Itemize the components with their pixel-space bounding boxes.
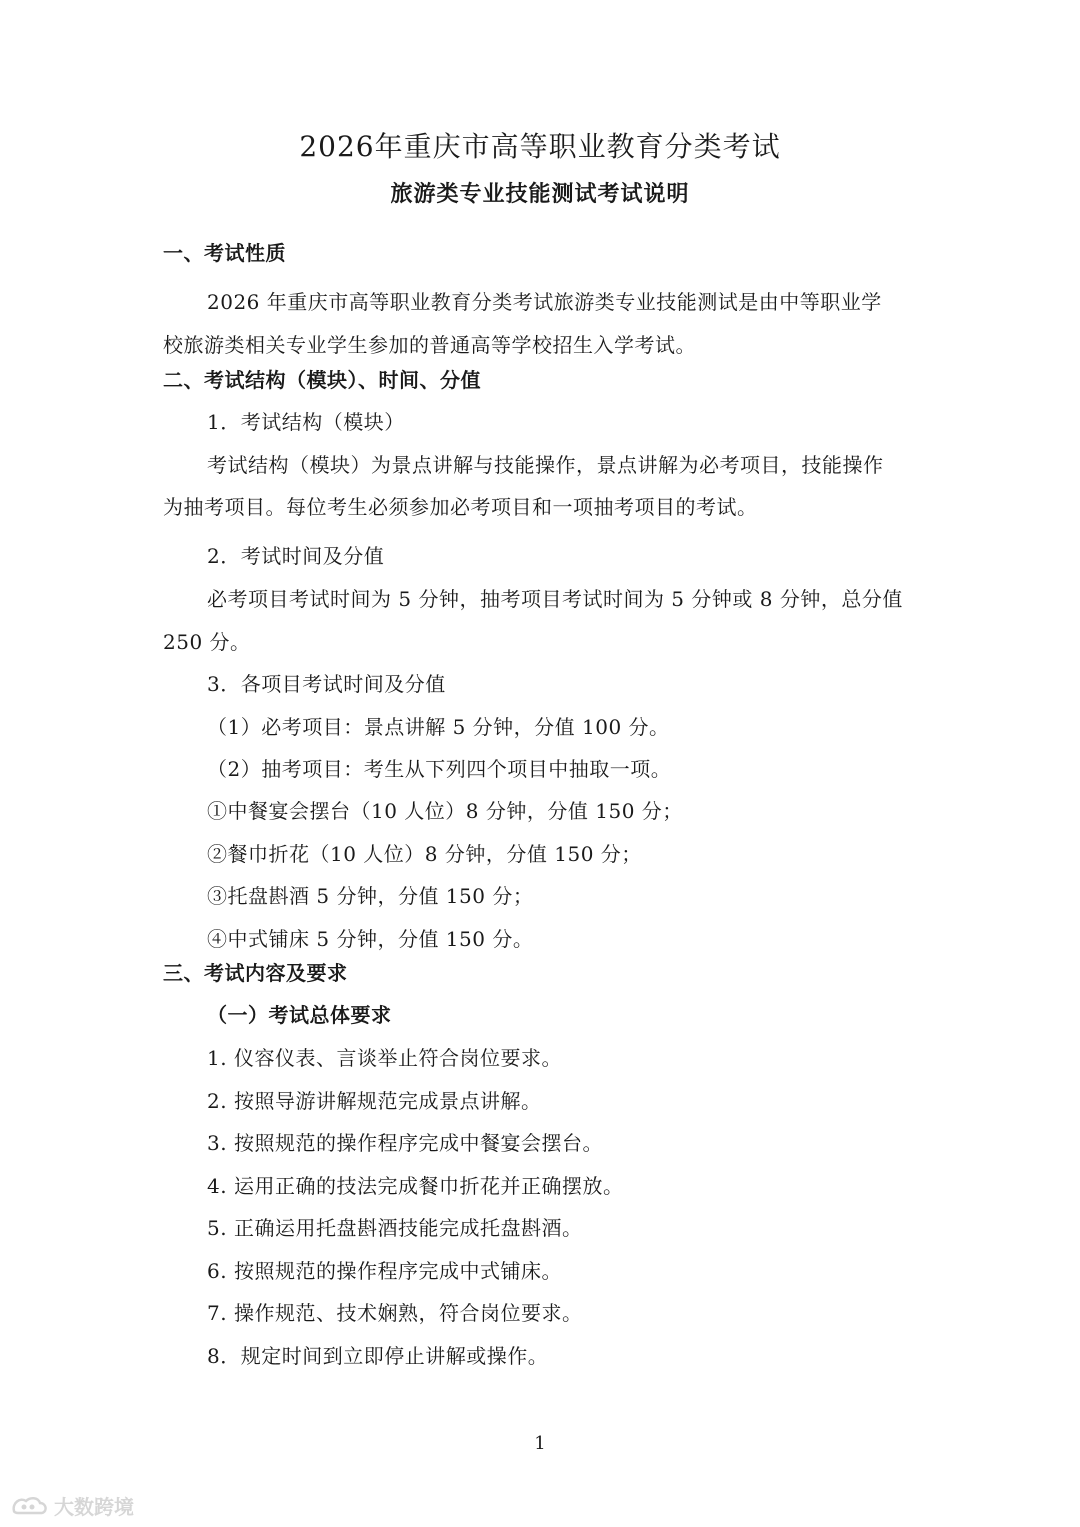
subsection-heading: （一）考试总体要求 xyxy=(207,1003,392,1027)
paragraph-line: 250 分。 xyxy=(163,630,251,654)
option-item: ②餐巾折花（10 人位）8 分钟，分值 150 分； xyxy=(207,842,642,866)
option-item: ④中式铺床 5 分钟，分值 150 分。 xyxy=(207,927,534,951)
watermark xyxy=(10,1492,134,1518)
requirement-item: 2. 按照导游讲解规范完成景点讲解。 xyxy=(207,1089,542,1113)
subsection-title: 3．各项目考试时间及分值 xyxy=(207,672,446,696)
paragraph-line: 考试结构（模块）为景点讲解与技能操作，景点讲解为必考项目，技能操作 xyxy=(207,453,884,477)
page-number: 1 xyxy=(534,1433,546,1454)
option-item: ①中餐宴会摆台（10 人位）8 分钟，分值 150 分； xyxy=(207,799,683,823)
paragraph-line: 为抽考项目。每位考生必须参加必考项目和一项抽考项目的考试。 xyxy=(163,495,758,519)
requirement-item: 7. 操作规范、技术娴熟，符合岗位要求。 xyxy=(207,1301,583,1325)
subsection-title: 2．考试时间及分值 xyxy=(207,544,385,568)
requirement-item: 3. 按照规范的操作程序完成中餐宴会摆台。 xyxy=(207,1131,603,1155)
list-item: （2）抽考项目：考生从下列四个项目中抽取一项。 xyxy=(207,757,672,781)
list-item: （1）必考项目：景点讲解 5 分钟，分值 100 分。 xyxy=(207,715,670,739)
document-subtitle: 旅游类专业技能测试考试说明 xyxy=(390,182,690,207)
section-heading-structure: 二、考试结构（模块）、时间、分值 xyxy=(163,368,481,392)
requirement-item: 1. 仪容仪表、言谈举止符合岗位要求。 xyxy=(207,1046,562,1070)
section-heading-content: 三、考试内容及要求 xyxy=(163,961,348,985)
paragraph-line: 2026 年重庆市高等职业教育分类考试旅游类专业技能测试是由中等职业学 xyxy=(207,290,882,314)
watermark-text: 大数跨境 xyxy=(54,1494,134,1519)
requirement-item: 5. 正确运用托盘斟酒技能完成托盘斟酒。 xyxy=(207,1216,583,1240)
document-title: 2026年重庆市高等职业教育分类考试 xyxy=(299,130,781,163)
section-heading-nature: 一、考试性质 xyxy=(163,241,286,265)
paragraph-line: 校旅游类相关专业学生参加的普通高等学校招生入学考试。 xyxy=(163,333,696,357)
requirement-item: 8．规定时间到立即停止讲解或操作。 xyxy=(207,1344,549,1368)
option-item: ③托盘斟酒 5 分钟，分值 150 分； xyxy=(207,884,534,908)
requirement-item: 4. 运用正确的技法完成餐巾折花并正确摆放。 xyxy=(207,1174,624,1198)
subsection-title: 1．考试结构（模块） xyxy=(207,410,405,434)
paragraph-line: 必考项目考试时间为 5 分钟，抽考项目考试时间为 5 分钟或 8 分钟，总分值 xyxy=(207,587,903,611)
requirement-item: 6. 按照规范的操作程序完成中式铺床。 xyxy=(207,1259,562,1283)
logo-icon xyxy=(10,1493,50,1517)
